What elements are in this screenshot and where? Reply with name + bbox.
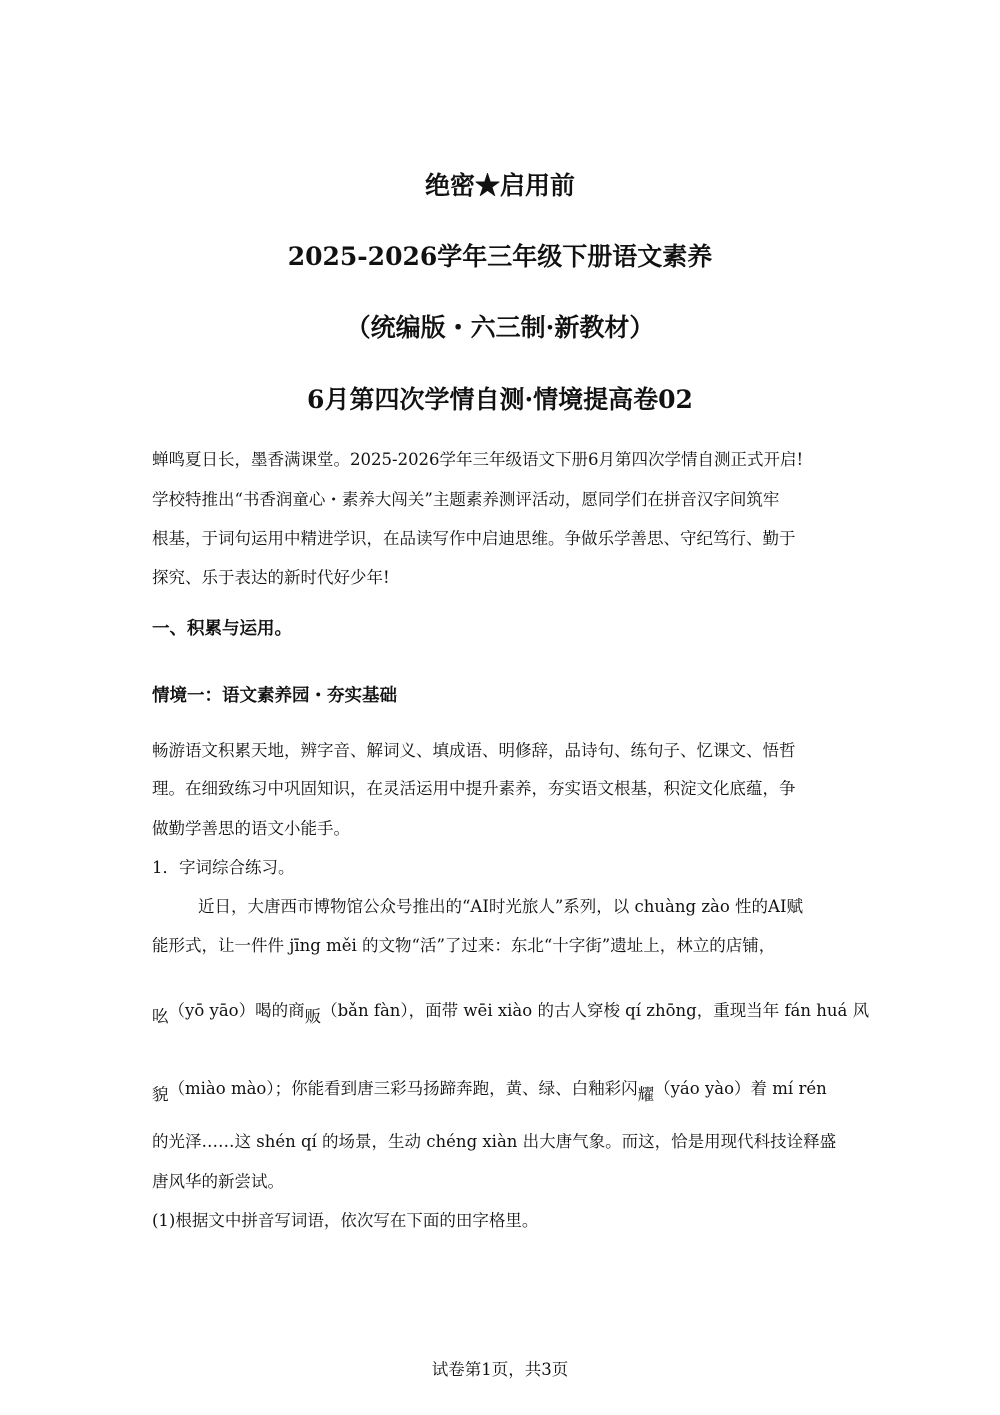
passage-char: 贩 [304, 1007, 322, 1026]
section-heading: 一、积累与运用。 [152, 619, 292, 639]
scenario-title: 情境一：语文素养园・夯实基础 [152, 686, 397, 706]
passage-line: 能形式，让一件件 jīng měi 的文物“活”了过来：东北“十字街”遗址上，林立的店铺， [152, 936, 776, 955]
passage-text: （yō yāo）喝的商 [168, 1001, 305, 1020]
passage-text: （bǎn fàn），面带 wēi xiào 的古人穿梭 qí zhōng，重现当年 fán huá 风 [321, 1001, 870, 1020]
intro-line: 学校特推出“书香润童心・素养大闯关”主题素养测评活动，愿同学们在拼音汉字间筑牢 [152, 490, 780, 509]
passage-text: （miào mào）；你能看到唐三彩马扬蹄奔跑，黄、绿、白釉彩闪 [168, 1079, 638, 1098]
passage-char: 吆 [152, 1007, 169, 1026]
passage-char: 耀 [637, 1085, 655, 1104]
passage-line [152, 1000, 870, 1026]
intro-line: 蝉鸣夏日长，墨香满课堂。2025-2026学年三年级语文下册6月第四次学情自测正式开启! [152, 450, 804, 469]
intro-line: 探究、乐于表达的新时代好少年! [152, 568, 390, 587]
passage-line: 唐风华的新尝试。 [152, 1172, 284, 1191]
scenario-desc-line: 做勤学善思的语文小能手。 [152, 819, 350, 838]
scenario-desc-line: 畅游语文积累天地，辨字音、解词义、填成语、明修辞，品诗句、练句子、忆课文、悟哲 [152, 741, 796, 760]
exam-title: 2025-2026学年三年级下册语文素养 [287, 242, 713, 271]
intro-line: 根基，于词句运用中精进学识，在品读写作中启迪思维。争做乐学善思、守纪笃行、勤于 [152, 529, 796, 548]
page-footer: 试卷第1页，共3页 [431, 1360, 569, 1379]
scenario-desc-line: 理。在细致练习中巩固知识，在灵活运用中提升素养，夯实语文根基，积淀文化底蕴，争 [152, 779, 796, 798]
passage-char: 貌 [152, 1085, 169, 1104]
passage-line: 近日，大唐西市博物馆公众号推出的“AI时光旅人”系列，以 chuàng zào 性的AI赋 [198, 897, 803, 916]
sub-question: (1)根据文中拼音写词语，依次写在下面的田字格里。 [152, 1211, 539, 1230]
confidential-label: 绝密★启用前 [424, 171, 575, 200]
question-title: 1．字词综合练习。 [152, 858, 295, 877]
passage-line [152, 1078, 852, 1104]
test-subtitle: 6月第四次学情自测·情境提高卷02 [307, 385, 693, 414]
passage-text: （yáo yào）着 mí rén [654, 1079, 827, 1098]
edition-subtitle: （统编版・六三制·新教材） [345, 313, 655, 342]
passage-line: 的光泽……这 shén qí 的场景，生动 chéng xiàn 出大唐气象。而这，恰是用现代科技诠释盛 [152, 1132, 837, 1151]
